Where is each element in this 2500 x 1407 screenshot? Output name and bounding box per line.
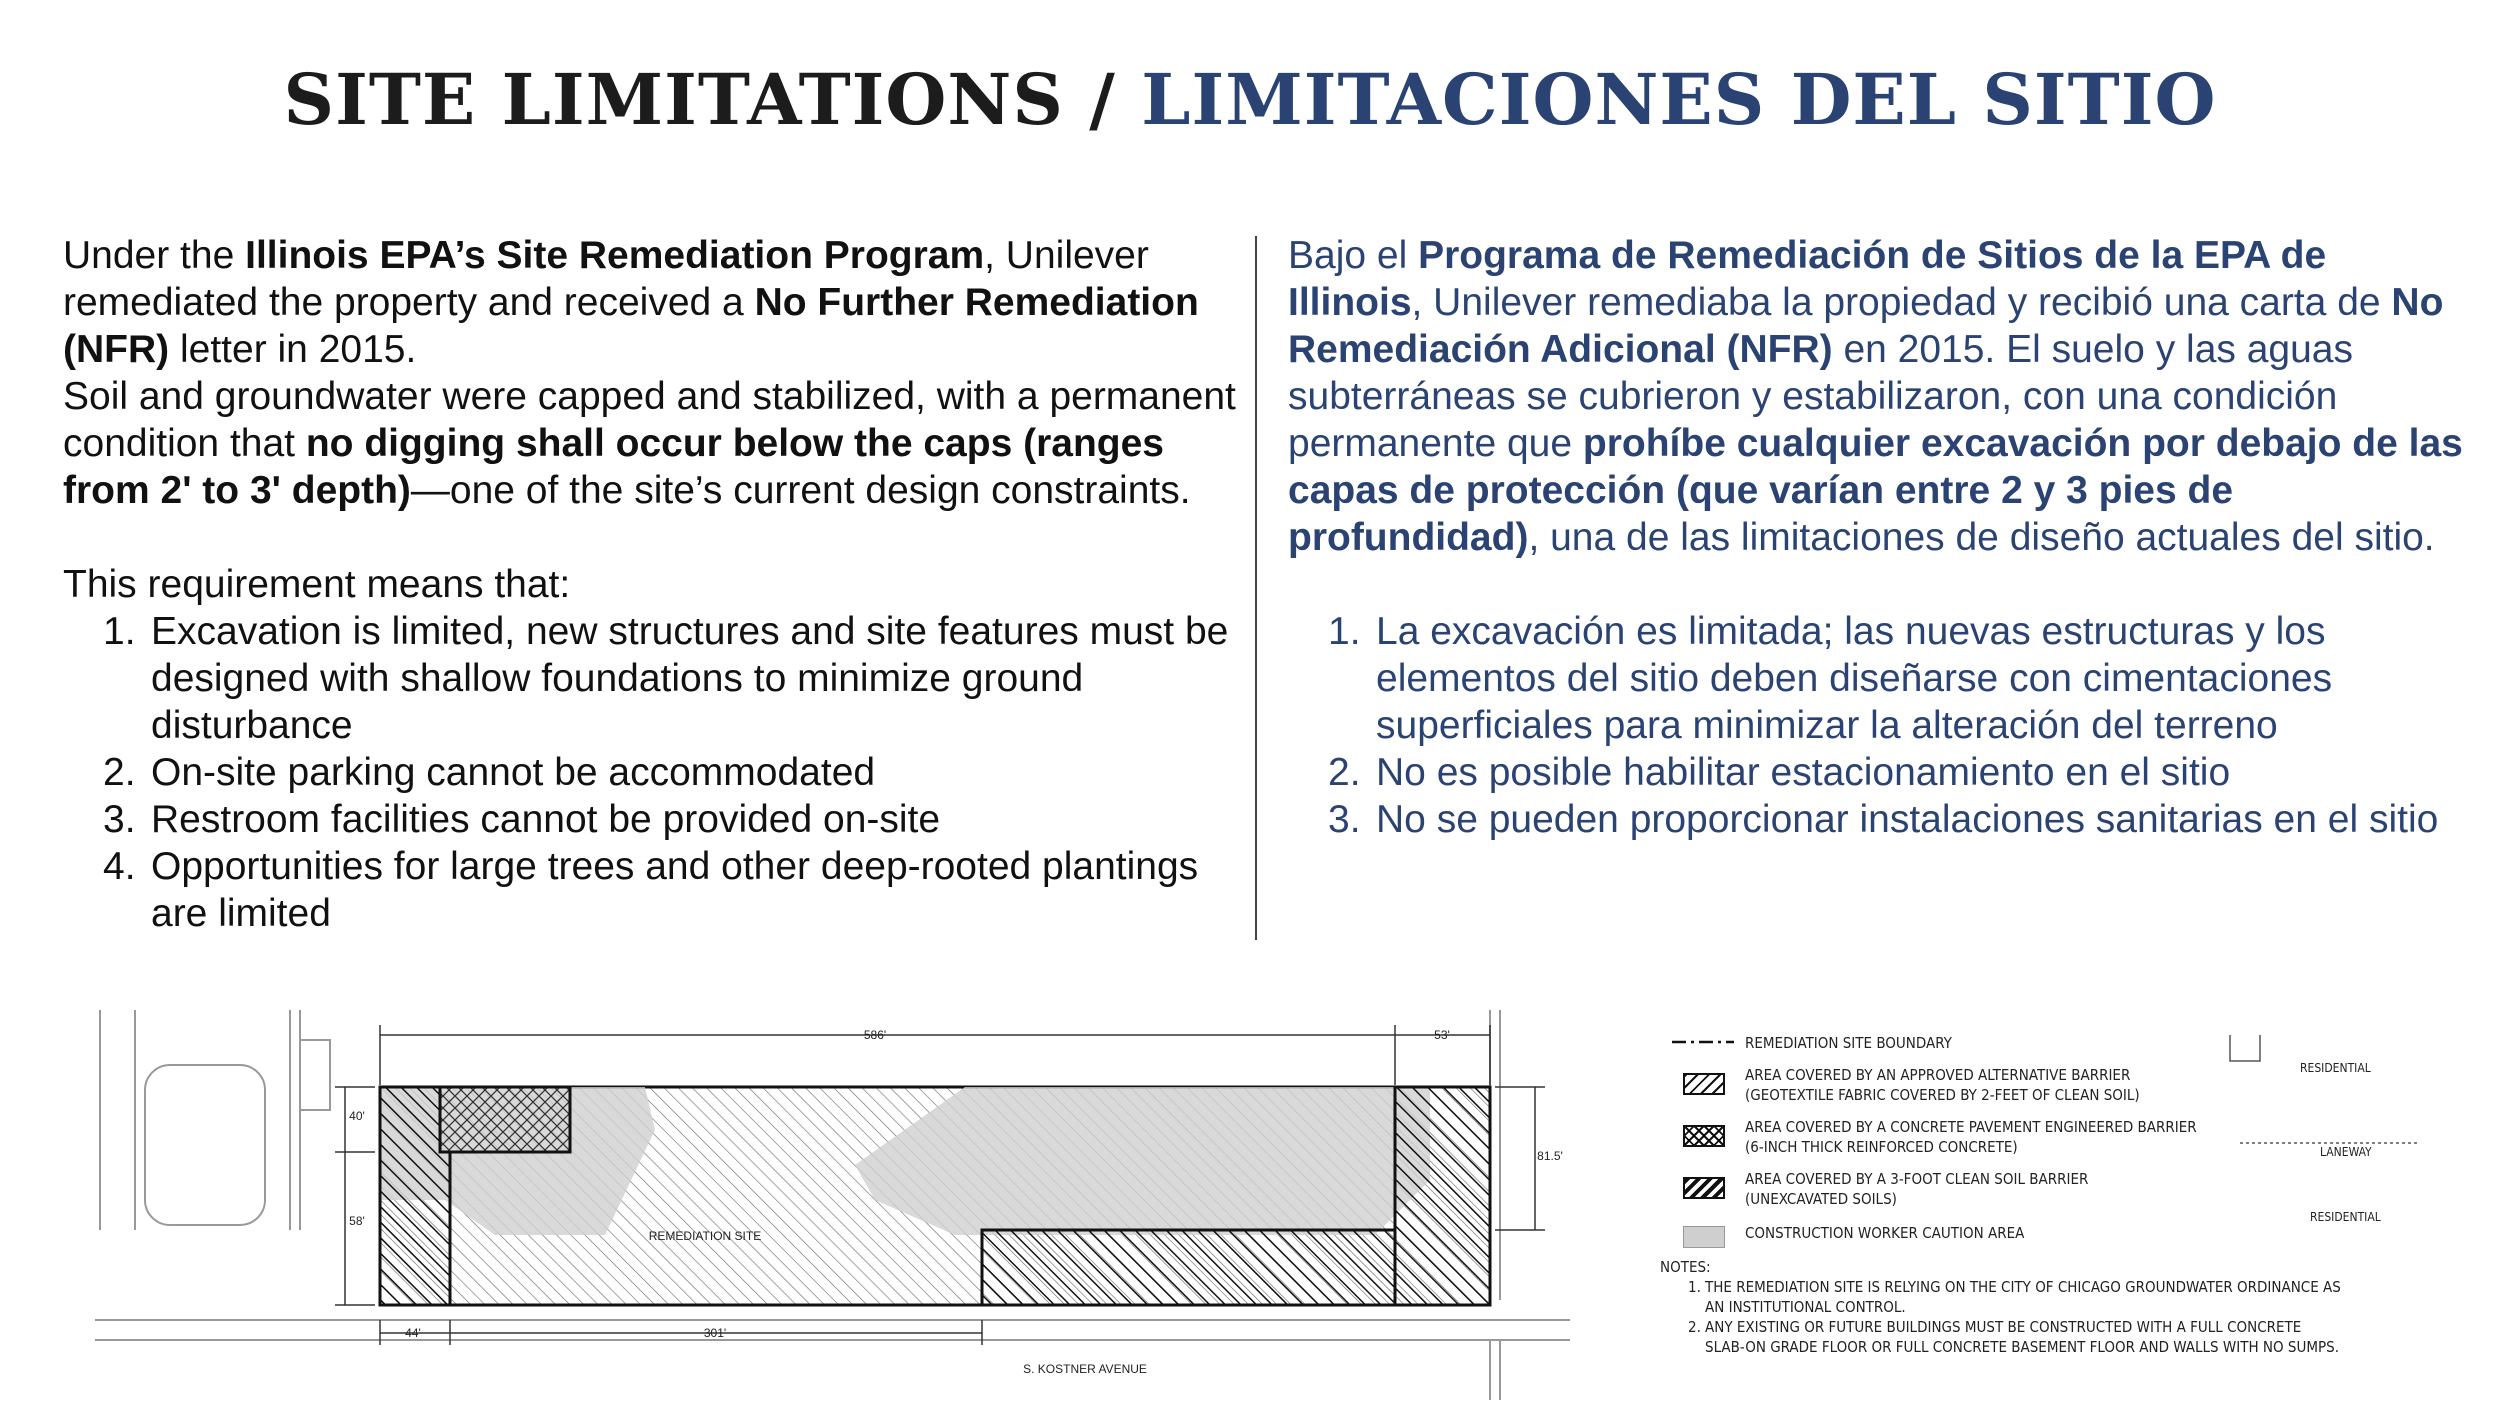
program-name: Programa de Remediación de Sitios de la EPA de Illinois	[1288, 234, 2327, 324]
soil-barrier-symbol	[1683, 1177, 1725, 1199]
legend-alt-barrier-detail: (GEOTEXTILE FABRIC COVERED BY 2-FEET OF CLEAN SOIL)	[1745, 1086, 2140, 1104]
dim-top: 586'	[863, 1028, 887, 1042]
english-paragraph-1	[63, 232, 1253, 373]
caution-area	[855, 1087, 1430, 1235]
legend-soil: AREA COVERED BY A 3-FOOT CLEAN SOIL BARRIER	[1745, 1170, 2089, 1188]
list-item-text: No es posible habilitar estacionamiento en el sitio	[1376, 751, 2231, 794]
nfr-term: No Further Remediation (NFR)	[63, 281, 1199, 371]
boundary-line-symbol	[1672, 1039, 1734, 1045]
dim-top-right: 53'	[1434, 1028, 1450, 1042]
list-item-text: No se pueden proporcionar instalaciones sanitarias en el sitio	[1376, 798, 2439, 841]
list-item-text: Restroom facilities cannot be provided on-site	[151, 798, 941, 841]
spanish-column	[1288, 232, 2468, 843]
legend-alt-barrier: AREA COVERED BY AN APPROVED ALTERNATIVE BARRIER	[1745, 1066, 2131, 1084]
title-spanish: LIMITACIONES DEL SITIO	[1141, 58, 2217, 141]
title-separator: /	[1063, 58, 1142, 141]
column-divider	[1255, 236, 1257, 940]
laneway-label: LANEWAY	[2320, 1145, 2372, 1159]
notes-title: NOTES:	[1660, 1258, 1711, 1276]
no-digging-condition: prohíbe cualquier excavación por debajo de las capas de protección (que varían entre 2 y 3 pies de profundidad)	[1288, 422, 2463, 559]
list-item: 4. Opportunities for large trees and other deep-rooted plantings are limited	[103, 845, 1199, 935]
dim-left-upper: 40'	[349, 1109, 365, 1123]
text-span: Bajo el	[1288, 234, 1419, 277]
context-key-map	[2220, 1033, 2480, 1203]
site-label: REMEDIATION SITE	[648, 1229, 762, 1243]
concrete-barrier-symbol	[1683, 1125, 1725, 1147]
list-item: 2. On-site parking cannot be accommodated	[103, 751, 876, 794]
text-span: , una de las limitaciones de diseño actuales del sitio.	[1528, 516, 2435, 559]
text-span: , Unilever remediaba la propiedad y recibió una carta de	[1411, 281, 2392, 324]
list-item-text: La excavación es limitada; las nuevas estructuras y los elementos del sitio deben diseñarse con cimentaciones superficiales para minimizar la alteración del terreno	[1376, 610, 2333, 747]
note-1: THE REMEDIATION SITE IS RELYING ON THE CITY OF CHICAGO GROUNDWATER ORDINANCE AS	[1705, 1278, 2341, 1296]
site-plan-drawing	[95, 1000, 1570, 1400]
legend-boundary: REMEDIATION SITE BOUNDARY	[1745, 1034, 1952, 1052]
note-2: ANY EXISTING OR FUTURE BUILDINGS MUST BE CONSTRUCTED WITH A FULL CONCRETE	[1705, 1318, 2302, 1336]
no-digging-condition: no digging shall occur below the caps (ranges from 2' to 3' depth)	[63, 422, 1164, 512]
dim-right: 81.5'	[1537, 1149, 1563, 1163]
english-requirements-list	[63, 608, 1253, 937]
residential-label: RESIDENTIAL	[2310, 1210, 2381, 1224]
spanish-requirements-list	[1288, 608, 2468, 843]
text-span: letter in 2015.	[169, 328, 417, 371]
list-item: 1. La excavación es limitada; las nuevas estructuras y los elementos del sitio deben diseñarse con cimentaciones superficiales para minimizar la alteración del terreno	[1328, 610, 2333, 747]
list-item-text: Excavation is limited, new structures and site features must be designed with shallow foundations to minimize ground disturbance	[151, 610, 1229, 747]
legend-soil-detail: (UNEXCAVATED SOILS)	[1745, 1190, 1897, 1208]
note-number: 2.	[1688, 1318, 1701, 1336]
text-span: , Unilever remediated the property and received a	[63, 234, 1149, 324]
text-span: —one of the site’s current design constraints.	[410, 469, 1191, 512]
concrete-barrier-area	[440, 1087, 570, 1152]
text-span: Soil and groundwater were capped and stabilized, with a permanent condition that	[63, 375, 1236, 465]
nfr-term: No Remediación Adicional (NFR)	[1288, 281, 2444, 371]
list-item: 2. No es posible habilitar estacionamiento en el sitio	[1328, 751, 2231, 794]
program-name: Illinois EPA’s Site Remediation Program	[245, 234, 985, 277]
text-span: Under the	[63, 234, 246, 277]
dim-bottom-left: 44'	[405, 1326, 421, 1340]
english-column	[63, 232, 1253, 937]
list-item: 3. No se pueden proporcionar instalaciones sanitarias en el sitio	[1328, 798, 2439, 841]
dim-bottom: 301'	[703, 1326, 727, 1340]
note-2-cont: SLAB-ON GRADE FLOOR OR FULL CONCRETE BASEMENT FLOOR AND WALLS WITH NO SUMPS.	[1705, 1338, 2339, 1356]
legend-caution: CONSTRUCTION WORKER CAUTION AREA	[1745, 1224, 2025, 1242]
english-list-intro: This requirement means that:	[63, 563, 571, 606]
text-span: en 2015. El suelo y las aguas subterráneas se cubrieron y estabilizaron, con una condición permanente que	[1288, 328, 2353, 465]
soil-barrier-area	[1395, 1087, 1490, 1305]
soil-barrier-area	[982, 1230, 1395, 1305]
page-title	[0, 58, 2500, 141]
alternative-barrier-symbol	[1683, 1073, 1725, 1095]
street-label: S. KOSTNER AVENUE	[1023, 1362, 1147, 1376]
list-item: 3. Restroom facilities cannot be provided on-site	[103, 798, 941, 841]
spanish-paragraph-1	[1288, 232, 2468, 561]
note-1-cont: AN INSTITUTIONAL CONTROL.	[1705, 1298, 1906, 1316]
soil-barrier-area	[380, 1087, 450, 1305]
list-item: 1. Excavation is limited, new structures and site features must be designed with shallow foundations to minimize ground disturbance	[103, 610, 1229, 747]
list-item-text: Opportunities for large trees and other deep-rooted plantings are limited	[151, 845, 1199, 935]
list-item-text: On-site parking cannot be accommodated	[151, 751, 876, 794]
plan-legend	[1660, 1033, 2480, 1373]
dim-left-lower: 58'	[349, 1214, 365, 1228]
residential-label: RESIDENTIAL	[2300, 1061, 2371, 1075]
legend-concrete: AREA COVERED BY A CONCRETE PAVEMENT ENGINEERED BARRIER	[1745, 1118, 2197, 1136]
caution-area-symbol	[1683, 1226, 1725, 1248]
english-paragraph-2	[63, 373, 1253, 514]
legend-concrete-detail: (6-INCH THICK REINFORCED CONCRETE)	[1745, 1138, 2018, 1156]
note-number: 1.	[1688, 1278, 1701, 1296]
title-english: SITE LIMITATIONS	[283, 58, 1064, 141]
